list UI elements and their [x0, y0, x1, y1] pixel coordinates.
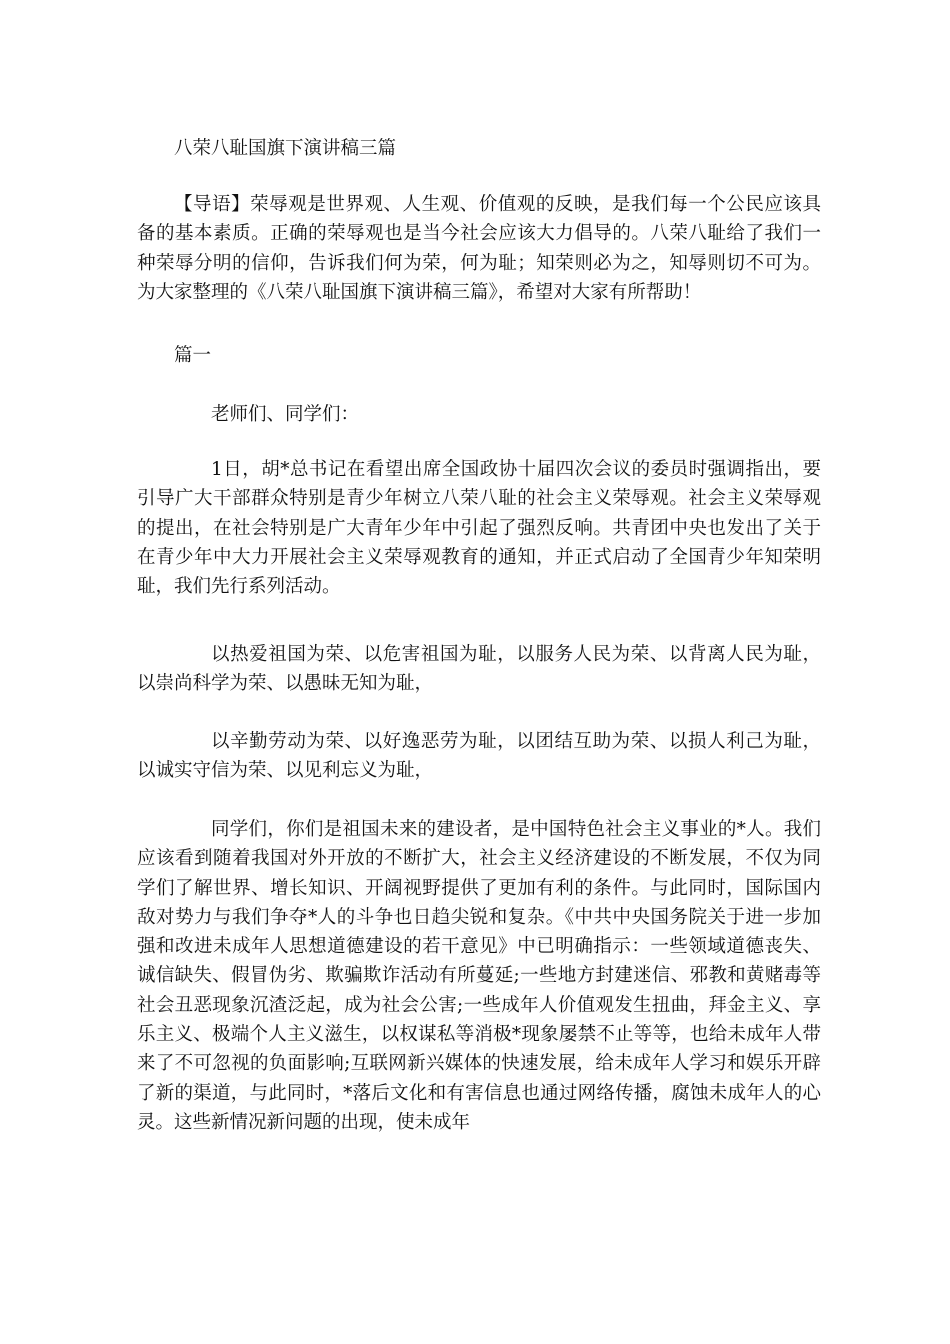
body-paragraph: 以热爱祖国为荣、以危害祖国为耻，以服务人民为荣、以背离人民为耻，以崇尚科学为荣、以愚昧无知为耻， [137, 644, 821, 695]
body-paragraph: 同学们，你们是祖国未来的建设者，是中国特色社会主义事业的*人。我们应该看到随着我国对外开放的不断扩大，社会主义经济建设的不断发展，不仅为同学们了解世界、增长知识、开阔视野提供了更加有利的条件。与此同时，国际国内敌对势力与我们争夺*人的斗争也日趋尖锐和复杂。《中共中央国务院关于进一步加强和改进未成年人思想道德建设的若干意见》中已明确指示：一些领域道德丧失、诚信缺失、假冒伪劣、欺骗欺诈活动有所蔓延;一些地方封建迷信、邪教和黄赌毒等社会丑恶现象沉渣泛起，成为社会公害;一些成年人价值观发生扭曲，拜金主义、享乐主义、极端个人主义滋生，以权谋私等消极*现象屡禁不止等等，也给未成年人带来了不可忽视的负面影响;互联网新兴媒体的快速发展，给未成年人学习和娱乐开辟了新的渠道，与此同时，*落后文化和有害信息也通过网络传播，腐蚀未成年人的心灵。这些新情况新问题的出现，使未成年 [137, 819, 821, 1133]
salutation: 老师们、同学们： [211, 404, 360, 425]
document-title: 八荣八耻国旗下演讲稿三篇 [174, 138, 397, 159]
intro-paragraph: 【导语】荣辱观是世界观、人生观、价值观的反映，是我们每一个公民应该具备的基本素质。正确的荣辱观也是当今社会应该大力倡导的。八荣八耻给了我们一种荣辱分明的信仰，告诉我们何为荣，何为耻；知荣则必为之，知辱则切不可为。为大家整理的《八荣八耻国旗下演讲稿三篇》，希望对大家有所帮助！ [137, 194, 821, 303]
section-heading: 篇一 [174, 345, 212, 366]
body-paragraph: 1日，胡*总书记在看望出席全国政协十届四次会议的委员时强调指出，要引导广大干部群众特别是青少年树立八荣八耻的社会主义荣辱观。社会主义荣辱观的提出，在社会特别是广大青年少年中引起了强烈反响。共青团中央也发出了关于在青少年中大力开展社会主义荣辱观教育的通知，并正式启动了全国青少年知荣明耻，我们先行系列活动。 [137, 459, 821, 598]
body-paragraph: 以辛勤劳动为荣、以好逸恶劳为耻，以团结互助为荣、以损人利己为耻，以诚实守信为荣、以见利忘义为耻， [137, 731, 821, 782]
